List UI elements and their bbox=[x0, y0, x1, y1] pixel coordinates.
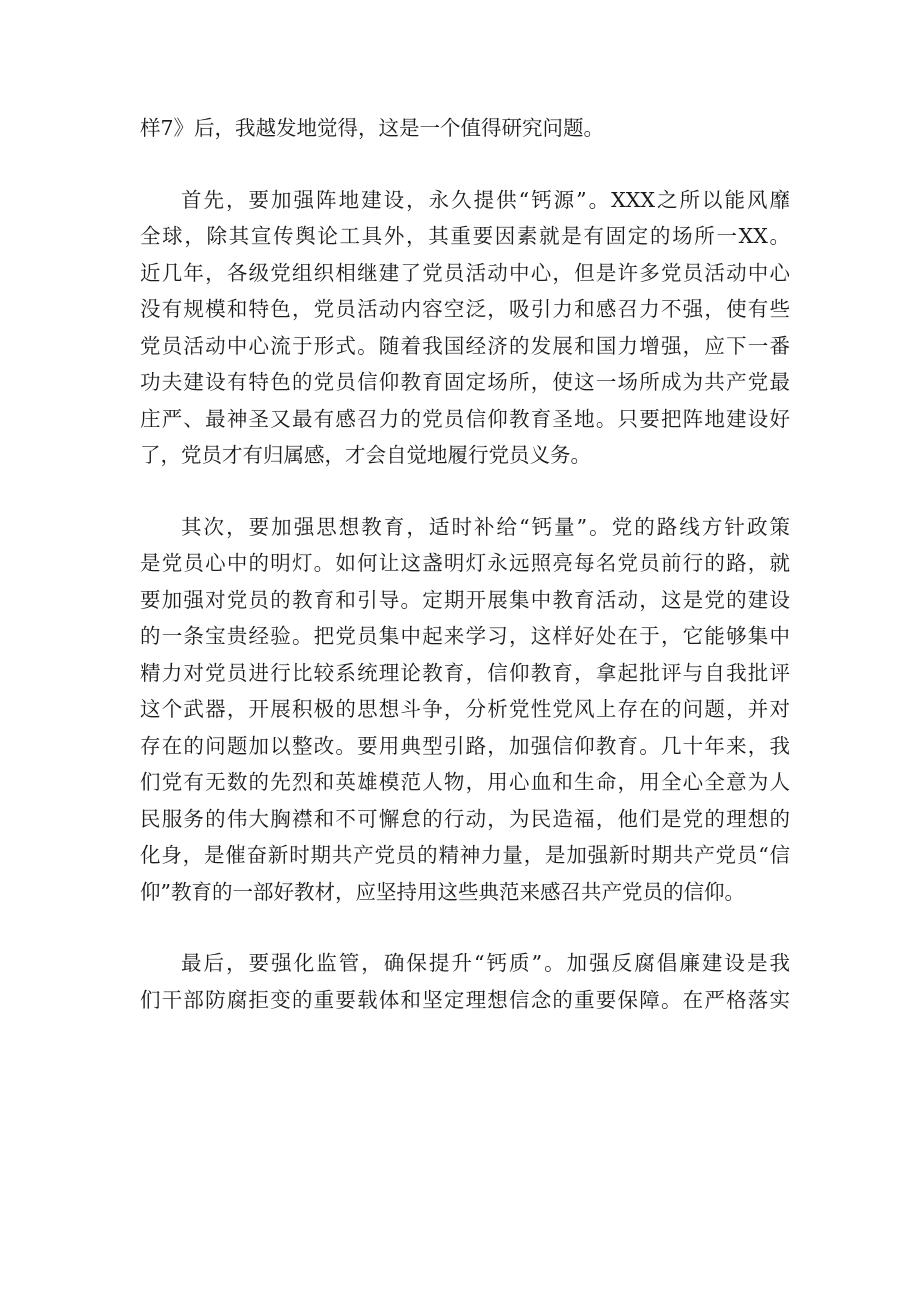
paragraph-line: 这个武器，开展积极的思想斗争，分析党性党风上存在的问题，并对 bbox=[140, 697, 790, 721]
paragraph-line: 们党有无数的先烈和英雄模范人物，用心血和生命，用全心全意为人 bbox=[140, 770, 790, 794]
paragraph-line: 功夫建设有特色的党员信仰教育固定场所，使这一场所成为共产党最 bbox=[140, 370, 790, 394]
paragraph-line: 精力对党员进行比较系统理论教育，信仰教育，拿起批评与自我批评 bbox=[140, 660, 790, 685]
paragraph-line: 化身，是催奋新时期共产党员的精神力量，是加强新时期共产党员“信 bbox=[140, 843, 790, 867]
paragraph-line: 是党员心中的明灯。如何让这盏明灯永远照亮每名党员前行的路，就 bbox=[140, 551, 790, 575]
paragraph bbox=[140, 110, 790, 147]
paragraph-line: 最后，要强化监管，确保提升“钙质”。加强反腐倡廉建设是我 bbox=[181, 951, 790, 975]
paragraph-line: 近几年，各级党组织相继建了党员活动中心，但是许多党员活动中心 bbox=[140, 260, 790, 285]
paragraph-line: 其次，要加强思想教育，适时补给“钙量”。党的路线方针政策 bbox=[181, 514, 790, 539]
paragraph-line: 了，党员才有归属感，才会自觉地履行党员义务。 bbox=[140, 443, 591, 467]
paragraph-line: 没有规模和特色，党员活动内容空泛，吸引力和感召力不强，使有些 bbox=[140, 297, 790, 321]
paragraph-line: 全球，除其宣传舆论工具外，其重要因素就是有固定的场所一XX。 bbox=[140, 224, 790, 248]
paragraph-line: 庄严、最神圣又最有感召力的党员信仰教育圣地。只要把阵地建设好 bbox=[140, 406, 790, 431]
paragraph-line: 仰”教育的一部好教材，应坚持用这些典范来感召共产党员的信仰。 bbox=[140, 879, 745, 904]
paragraph-line: 首先，要加强阵地建设，永久提供“钙源”。XXX之所以能风靡 bbox=[181, 187, 790, 212]
paragraph-line: 们干部防腐拒变的重要载体和坚定理想信念的重要保障。在严格落实 bbox=[140, 987, 790, 1012]
paragraph-line: 存在的问题加以整改。要用典型引路，加强信仰教育。几十年来，我 bbox=[140, 733, 790, 758]
paragraph-spacer bbox=[140, 910, 790, 945]
paragraph-line: 民服务的伟大胸襟和不可懈怠的行动，为民造福，他们是党的理想的 bbox=[140, 806, 790, 831]
paragraph-line: 的一条宝贵经验。把党员集中起来学习，这样好处在于，它能够集中 bbox=[140, 624, 790, 648]
paragraph bbox=[140, 182, 790, 474]
paragraph-spacer bbox=[140, 474, 790, 509]
paragraph bbox=[140, 945, 790, 1018]
paragraph-line: 样7》后，我越发地觉得，这是一个值得研究问题。 bbox=[140, 116, 605, 140]
paragraph-spacer bbox=[140, 147, 790, 182]
paragraph-line: 要加强对党员的教育和引导。定期开展集中教育活动，这是党的建设 bbox=[140, 587, 790, 612]
paragraph-line: 党员活动中心流于形式。随着我国经济的发展和国力增强，应下一番 bbox=[140, 333, 790, 358]
document-body bbox=[140, 110, 790, 1018]
paragraph bbox=[140, 509, 790, 911]
